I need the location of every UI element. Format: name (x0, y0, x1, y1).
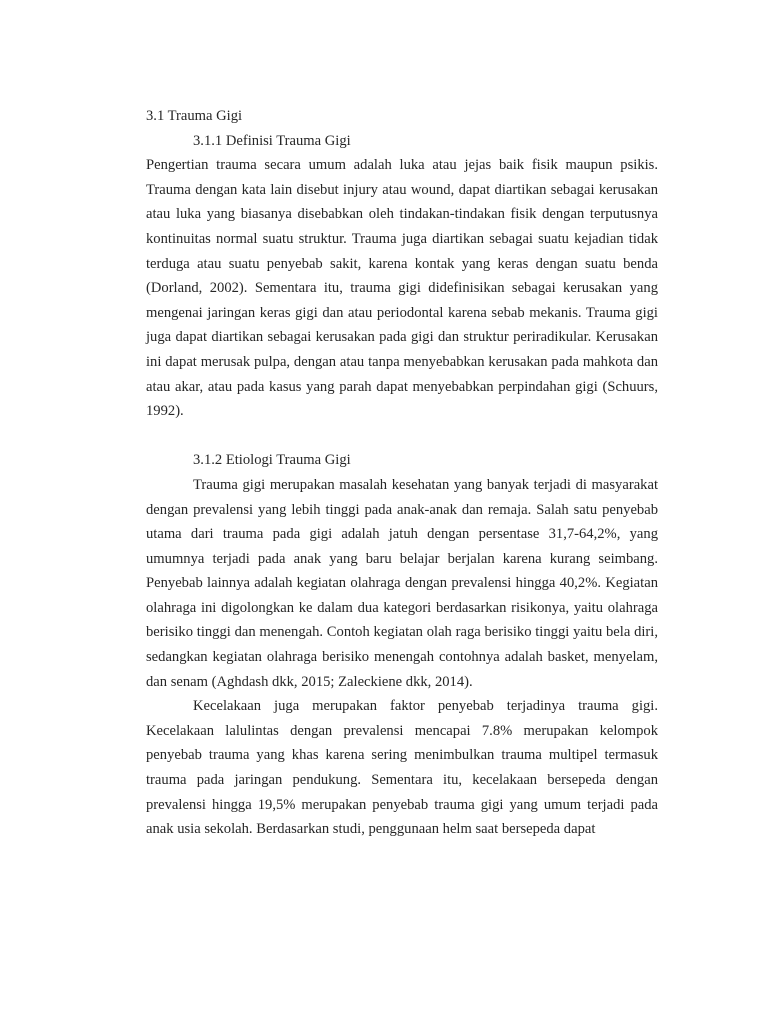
paragraph-etiologi-1: Trauma gigi merupakan masalah kesehatan yang banyak terjadi di masyarakat dengan prevalensi yang lebih tinggi pada anak-anak dan remaja. Salah satu penyebab utama dari trauma pada gigi adalah jatuh dengan persentase 31,7-64,2%, yang umumnya terjadi pada anak yang baru belajar berjalan karena kurang seimbang. Penyebab lainnya adalah kegiatan olahraga dengan prevalensi hingga 40,2%. Kegiatan olahraga ini digolongkan ke dalam dua kategori berdasarkan risikonya, yaitu olahraga berisiko tinggi dan menengah. Contoh kegiatan olah raga berisiko tinggi yaitu bela diri, sedangkan kegiatan olahraga berisiko menengah contohnya adalah basket, menyelam, dan senam (Aghdash dkk, 2015; Zaleckiene dkk, 2014). (146, 476, 658, 690)
paragraph-etiologi-2: Kecelakaan juga merupakan faktor penyebab terjadinya trauma gigi. Kecelakaan lalulintas dengan prevalensi mencapai 7.8% merupakan kelompok penyebab trauma yang khas karena sering menimbulkan trauma multipel termasuk trauma pada jaringan pendukung. Sementara itu, kecelakaan bersepeda dengan prevalensi hingga 19,5% merupakan penyebab trauma gigi yang umum terjadi pada anak usia sekolah. Berdasarkan studi, penggunaan helm saat bersepeda dapat (146, 698, 658, 838)
paragraph-spacer (146, 424, 658, 449)
subsection-title-etiologi: 3.1.2 Etiologi Trauma Gigi (193, 452, 351, 469)
section-title: 3.1 Trauma Gigi (146, 108, 243, 124)
document-body (146, 104, 658, 842)
subsection-title-definisi: 3.1.1 Definisi Trauma Gigi (193, 132, 351, 149)
paragraph-definisi: Pengertian trauma secara umum adalah luka atau jejas baik fisik maupun psikis. Trauma dengan kata lain disebut injury atau wound, dapat diartikan sebagai kerusakan atau luka yang biasanya disebabkan oleh tindakan-tindakan fisik dengan terputusnya kontinuitas normal suatu struktur. Trauma juga diartikan sebagai suatu kejadian tidak terduga atau suatu penyebab sakit, karena kontak yang keras dengan suatu benda (Dorland, 2002). Sementara itu, trauma gigi didefinisikan sebagai kerusakan yang mengenai jaringan keras gigi dan atau periodontal karena sebab mekanis. Trauma gigi juga dapat diartikan sebagai kerusakan pada gigi dan struktur periradikular. Kerusakan ini dapat merusak pulpa, dengan atau tanpa menyebabkan kerusakan pada mahkota dan atau akar, atau pada kasus yang parah dapat menyebabkan perpindahan gigi (Schuurs, 1992). (146, 157, 658, 420)
